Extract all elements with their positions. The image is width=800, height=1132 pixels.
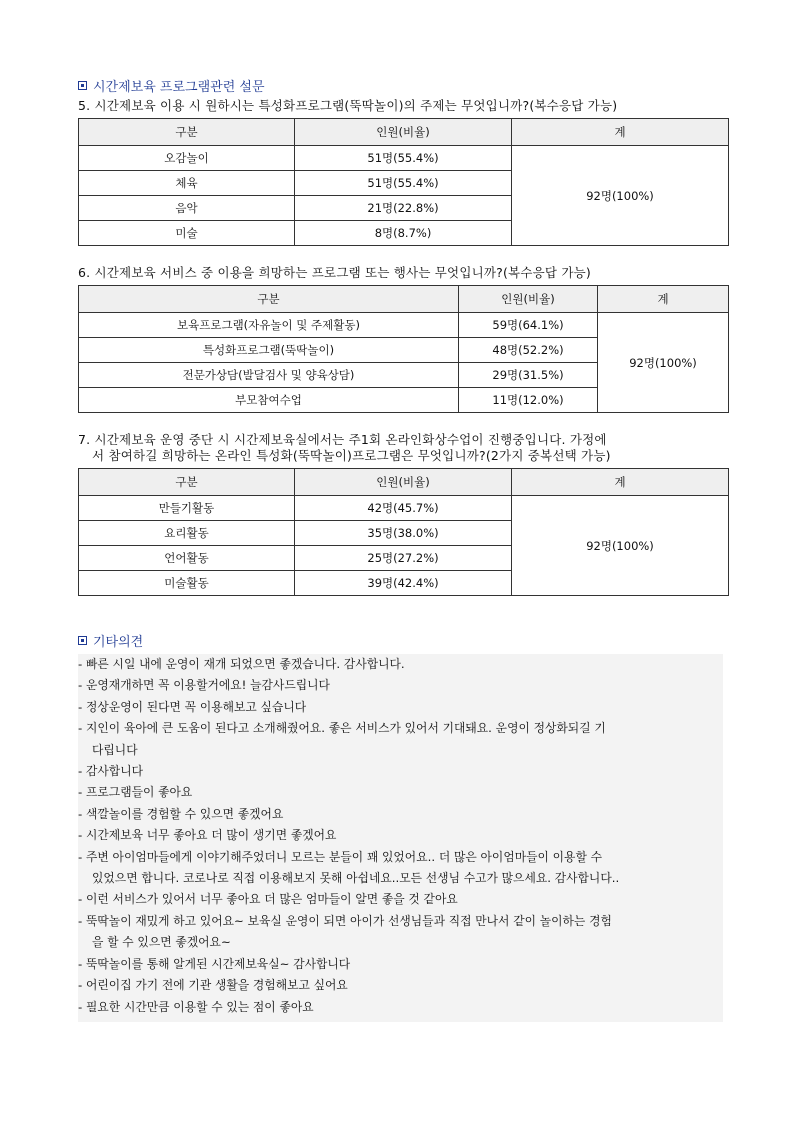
square-bullet-icon — [78, 636, 87, 645]
table-row — [79, 313, 729, 338]
row-label: 미술활동 — [79, 571, 295, 596]
row-label: 오감놀이 — [79, 146, 295, 171]
q5-table — [78, 118, 729, 246]
comment-text: - 정상운영이 된다면 꼭 이용해보고 싶습니다 — [78, 699, 307, 714]
q7-header-row — [79, 469, 729, 496]
comment-text: - 뚝딱놀이를 통해 알게된 시간제보육실~ 감사합니다 — [78, 956, 351, 971]
row-label: 언어활동 — [79, 546, 295, 571]
list-item — [78, 782, 723, 803]
square-bullet-icon — [78, 81, 87, 90]
row-value: 21명(22.8%) — [295, 196, 512, 221]
other-section-heading — [78, 631, 143, 650]
q7-header-category: 구분 — [79, 469, 295, 496]
row-value: 48명(52.2%) — [459, 338, 598, 363]
comment-text: - 이런 서비스가 있어서 너무 좋아요 더 많은 엄마들이 알면 좋을 것 같아요 — [78, 892, 458, 907]
question-7-line-2: 서 참여하길 희망하는 온라인 특성화(뚝딱놀이)프로그램은 무엇입니까?(2가지 중복선택 가능) — [92, 448, 611, 463]
row-value: 51명(55.4%) — [295, 146, 512, 171]
list-item — [78, 825, 723, 846]
q5-header-category: 구분 — [79, 119, 295, 146]
q5-header-count: 인원(비율) — [295, 119, 512, 146]
table-row — [79, 146, 729, 171]
comment-text-continued: 있었으면 합니다. 코로나로 직접 이용해보지 못해 아쉽네요..모든 선생님 수고가 많으세요. 감사합니다.. — [92, 871, 620, 886]
q7-header-count: 인원(비율) — [295, 469, 512, 496]
list-item — [78, 889, 723, 910]
q6-table — [78, 285, 729, 413]
comment-text: - 색깔놀이를 경험할 수 있으면 좋겠어요 — [78, 806, 284, 821]
row-value: 8명(8.7%) — [295, 221, 512, 246]
row-label: 요리활동 — [79, 521, 295, 546]
row-value: 35명(38.0%) — [295, 521, 512, 546]
q5-header-row — [79, 119, 729, 146]
survey-section-heading — [78, 76, 265, 95]
question-6: 6. 시간제보육 서비스 중 이용을 희망하는 프로그램 또는 행사는 무엇입니까?(복수응답 가능) — [78, 265, 591, 280]
comments-list — [78, 654, 723, 1022]
q7-header-total: 계 — [512, 469, 729, 496]
q7-total: 92명(100%) — [512, 496, 729, 596]
row-label: 음악 — [79, 196, 295, 221]
q6-header-category: 구분 — [79, 286, 459, 313]
list-item — [78, 954, 723, 975]
row-label: 미술 — [79, 221, 295, 246]
list-item — [78, 997, 723, 1018]
row-value: 51명(55.4%) — [295, 171, 512, 196]
list-item — [78, 675, 723, 696]
row-value: 29명(31.5%) — [459, 363, 598, 388]
other-section-title: 기타의견 — [93, 635, 144, 650]
q5-header-total: 계 — [512, 119, 729, 146]
row-value: 39명(42.4%) — [295, 571, 512, 596]
row-value: 42명(45.7%) — [295, 496, 512, 521]
q6-header-row — [79, 286, 729, 313]
row-value: 25명(27.2%) — [295, 546, 512, 571]
list-item — [78, 847, 723, 890]
list-item — [78, 975, 723, 996]
row-label: 보육프로그램(자유놀이 및 주제활동) — [79, 313, 459, 338]
q6-header-total: 계 — [598, 286, 729, 313]
comment-text: - 시간제보육 너무 좋아요 더 많이 생기면 좋겠어요 — [78, 828, 337, 843]
comment-text: - 감사합니다 — [78, 764, 143, 779]
row-label: 전문가상담(발달검사 및 양육상담) — [79, 363, 459, 388]
row-label: 특성화프로그램(뚝딱놀이) — [79, 338, 459, 363]
list-item — [78, 697, 723, 718]
comment-text: - 주변 아이엄마들에게 이야기해주었더니 모르는 분들이 꽤 있었어요.. 더 많은 아이엄마들이 이용할 수 — [78, 849, 602, 864]
q6-total: 92명(100%) — [598, 313, 729, 413]
row-value: 59명(64.1%) — [459, 313, 598, 338]
comment-text: - 지인이 육아에 큰 도움이 된다고 소개해줬어요. 좋은 서비스가 있어서 기대돼요. 운영이 정상화되길 기 — [78, 721, 606, 736]
list-item — [78, 911, 723, 954]
q6-header-count: 인원(비율) — [459, 286, 598, 313]
comment-text: - 필요한 시간만큼 이용할 수 있는 점이 좋아요 — [78, 999, 314, 1014]
list-item — [78, 804, 723, 825]
q5-total: 92명(100%) — [512, 146, 729, 246]
comment-text: - 프로그램들이 좋아요 — [78, 785, 193, 800]
row-label: 체육 — [79, 171, 295, 196]
list-item — [78, 654, 723, 675]
comment-text-continued: 다립니다 — [92, 742, 138, 757]
list-item — [78, 718, 723, 761]
comment-text: - 운영재개하면 꼭 이용할거에요! 늘감사드립니다 — [78, 678, 330, 693]
question-5: 5. 시간제보육 이용 시 원하시는 특성화프로그램(뚝딱놀이)의 주제는 무엇입니까?(복수응답 가능) — [78, 98, 618, 113]
question-7 — [78, 432, 730, 464]
comment-text-continued: 을 할 수 있으면 좋겠어요~ — [92, 935, 231, 950]
row-label: 만들기활동 — [79, 496, 295, 521]
q7-table — [78, 468, 729, 596]
survey-section-title: 시간제보육 프로그램관련 설문 — [93, 80, 265, 95]
question-7-line-1: 7. 시간제보육 운영 중단 시 시간제보육실에서는 주1회 온라인화상수업이 진행중입니다. 가정에 — [78, 432, 607, 447]
list-item — [78, 761, 723, 782]
row-value: 11명(12.0%) — [459, 388, 598, 413]
row-label: 부모참여수업 — [79, 388, 459, 413]
comment-text: - 어린이집 가기 전에 기관 생활을 경험해보고 싶어요 — [78, 978, 348, 993]
comment-text: - 빠른 시일 내에 운영이 재개 되었으면 좋겠습니다. 감사합니다. — [78, 657, 405, 671]
table-row — [79, 496, 729, 521]
comment-text: - 뚝딱놀이 재밌게 하고 있어요~ 보육실 운영이 되면 아이가 선생님들과 직접 만나서 같이 놀이하는 경험 — [78, 913, 612, 928]
